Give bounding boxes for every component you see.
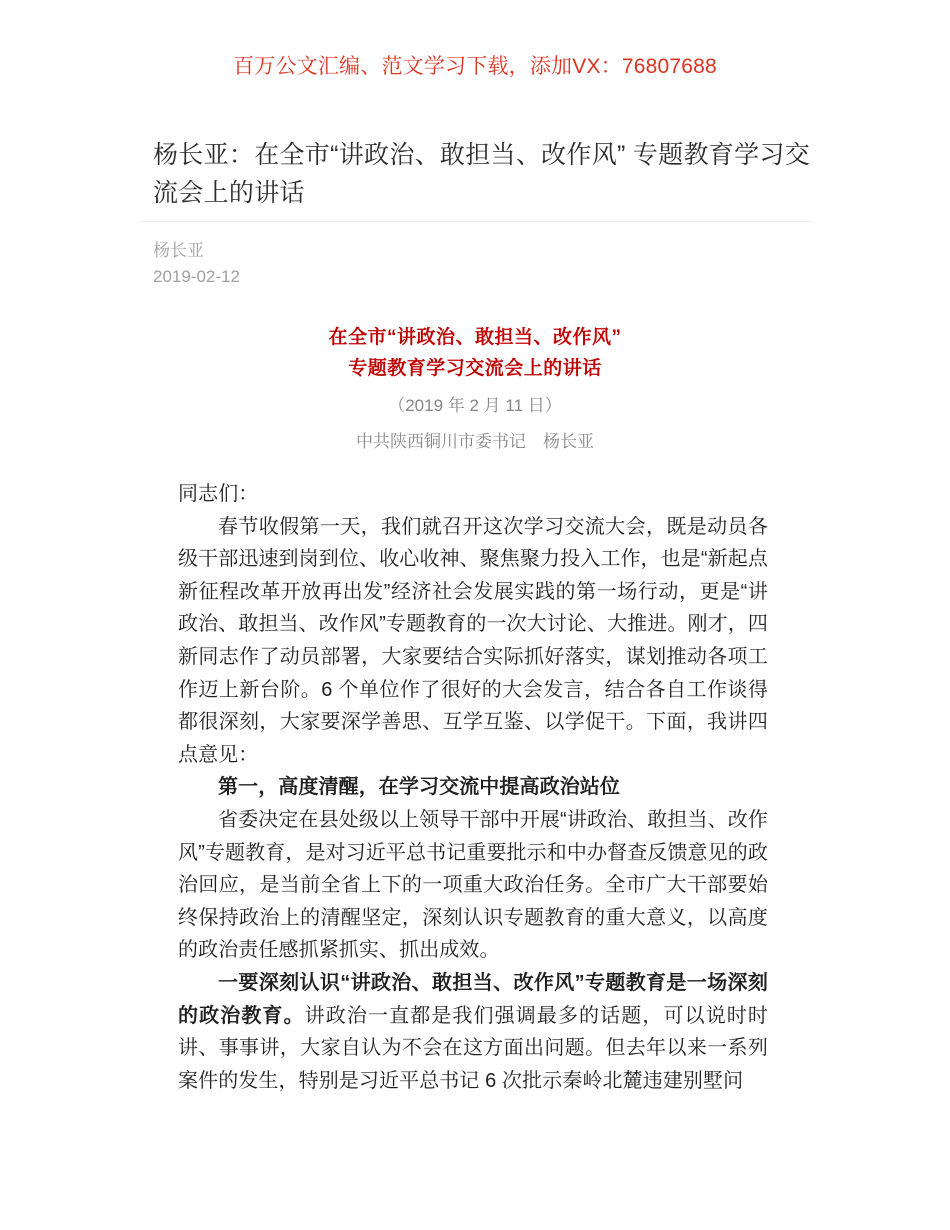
header-divider xyxy=(140,221,812,222)
speech-title-line-2: 专题教育学习交流会上的讲话 xyxy=(348,358,602,379)
article-meta xyxy=(153,238,240,290)
body-paragraph-1: 春节收假第一天，我们就召开这次学习交流大会，既是动员各级干部迅速到岗到位、收心收神、聚焦聚力投入工作，也是“新起点新征程改革开放再出发”经济社会发展实践的第一场行动，更是“讲政治、敢担当、改作风”专题教育的一次大讨论、大推进。刚才，四新同志作了动员部署，大家要结合实际抓好落实，谋划推动各项工作迈上新台阶。6 个单位作了很好的大会发言，结合各自工作谈得都很深刻，大家要深学善思、互学互鉴、以学促干。下面，我讲四点意见： xyxy=(178,515,768,766)
article-header xyxy=(153,136,813,212)
document-body xyxy=(178,478,768,1097)
speech-title-line-1: 在全市“讲政治、敢担当、改作风” xyxy=(328,327,622,348)
body-paragraph-3-bold-run: 一要深刻认识“讲政治、敢担当、改作风”专题教育是一场深刻的政治教育。 xyxy=(178,971,768,1027)
promo-banner-text: 百万公文汇编、范文学习下载，添加VX：76807688 xyxy=(233,55,717,78)
speech-byline: 中共陕西铜川市委书记 杨长亚 xyxy=(356,432,594,451)
page-title: 杨长亚：在全市“讲政治、敢担当、改作风” 专题教育学习交流会上的讲话 xyxy=(153,141,810,207)
body-paragraph-2: 省委决定在县处级以上领导干部中开展“讲政治、敢担当、改作风”专题教育，是对习近平总书记重要批示和中办督查反馈意见的政治回应，是当前全省上下的一项重大政治任务。全市广大干部要始终保持政治上的清醒坚定，深刻认识专题教育的重大意义，以高度的政治责任感抓紧抓实、抓出成效。 xyxy=(178,808,768,962)
meta-date: 2019-02-12 xyxy=(153,267,240,286)
body-paragraph-3-plain-run: 讲政治一直都是我们强调最多的话题，可以说时时讲、事事讲，大家自认为不会在这方面出问题。但去年以来一系列案件的发生，特别是习近平总书记 6 次批示秦岭北麓违建别墅问 xyxy=(178,1004,769,1092)
meta-author: 杨长亚 xyxy=(153,241,204,260)
body-paragraph-3 xyxy=(178,967,768,1097)
speech-header-block xyxy=(0,322,950,458)
salutation-paragraph: 同志们： xyxy=(178,483,259,505)
speech-date: （2019 年 2 月 11 日） xyxy=(388,396,562,415)
section-heading-1: 第一，高度清醒，在学习交流中提高政治站位 xyxy=(218,776,620,799)
